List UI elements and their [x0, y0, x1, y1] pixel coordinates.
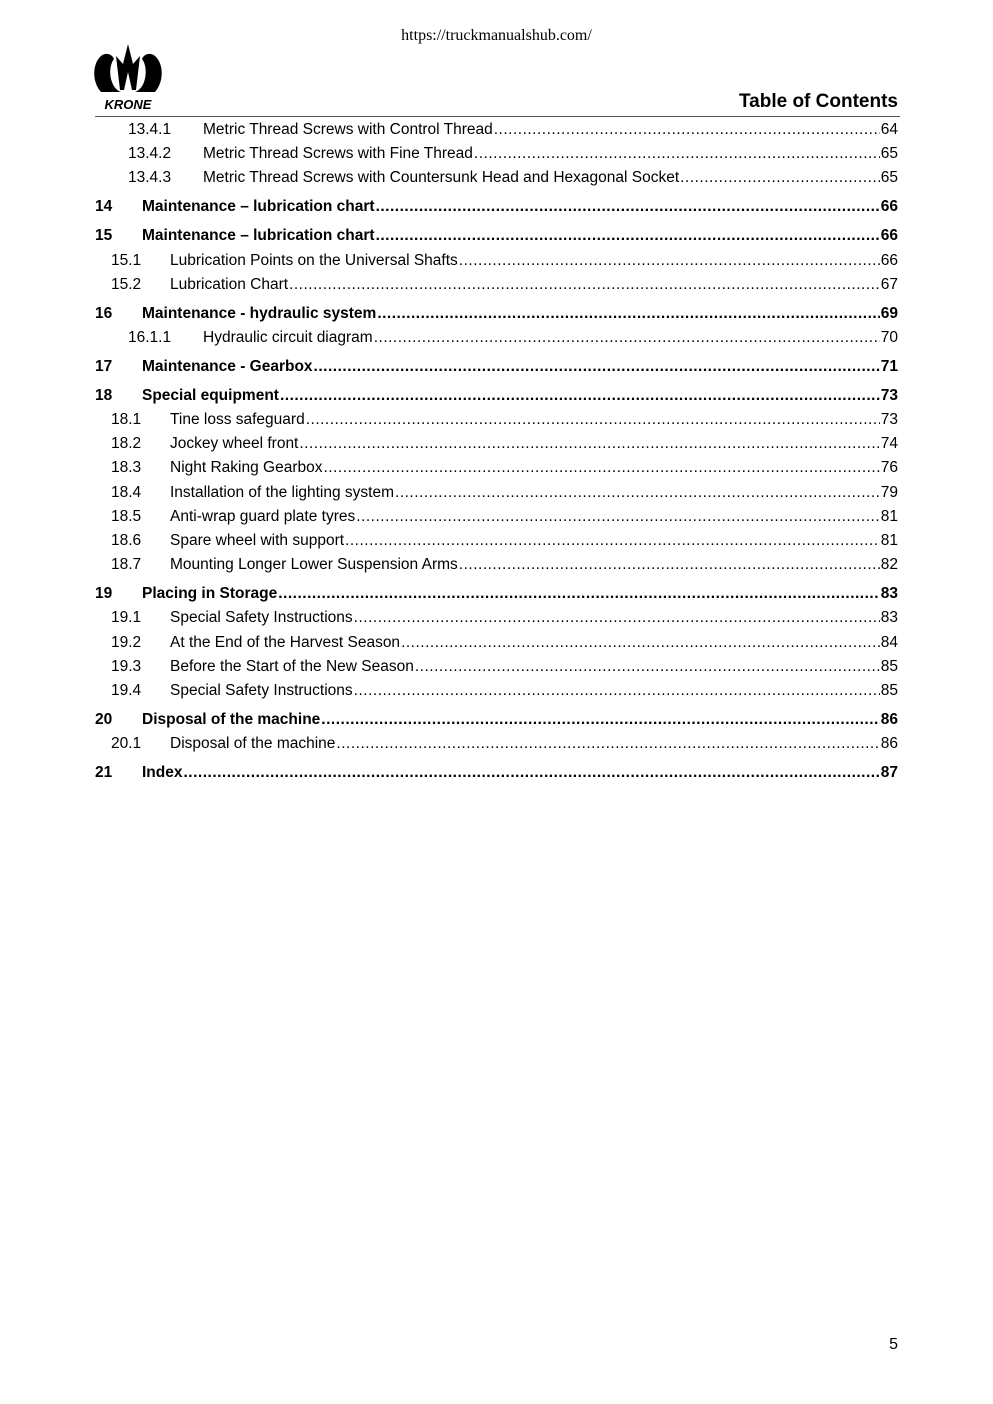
toc-entry[interactable]	[95, 481, 898, 505]
toc-dot-leader	[321, 708, 879, 732]
page-number: 5	[889, 1336, 898, 1353]
toc-dot-leader	[401, 631, 880, 655]
toc-entry-page: 83	[880, 609, 898, 627]
toc-entry-number: 18.6	[111, 531, 142, 549]
toc-entry[interactable]	[95, 195, 898, 219]
toc-entry[interactable]	[95, 142, 898, 166]
toc-dot-leader	[415, 655, 880, 679]
toc-dot-leader	[289, 273, 880, 297]
toc-entry-number: 13.4.2	[128, 145, 172, 163]
toc-entry[interactable]	[95, 408, 898, 432]
toc-dot-leader	[395, 481, 880, 505]
toc-entry-number: 19.1	[111, 609, 142, 627]
toc-entry-page: 82	[880, 556, 898, 574]
toc-entry-page: 74	[880, 435, 898, 453]
logo-text: KRONE	[104, 97, 152, 112]
toc-entry[interactable]	[95, 732, 898, 756]
toc-entry-title: Disposal of the machine	[170, 735, 336, 753]
toc-dot-leader	[374, 326, 880, 350]
toc-dot-leader	[376, 195, 880, 219]
toc-entry-page: 83	[880, 585, 898, 603]
toc-entry[interactable]	[95, 302, 898, 326]
toc-entry-page: 65	[880, 169, 898, 187]
toc-entry-title: Metric Thread Screws with Countersunk Head and Hexagonal Socket	[203, 169, 680, 187]
toc-entry-number: 18.7	[111, 556, 142, 574]
toc-entry-page: 86	[880, 710, 898, 728]
toc-entry-title: Metric Thread Screws with Fine Thread	[203, 145, 473, 163]
toc-entry-number: 19.4	[111, 681, 142, 699]
toc-entry-number: 13.4.3	[128, 169, 172, 187]
toc-dot-leader	[354, 679, 880, 703]
toc-entry[interactable]	[95, 384, 898, 408]
toc-entry-number: 16	[95, 304, 113, 322]
toc-entry-title: Lubrication Points on the Universal Shafts	[170, 251, 458, 269]
toc-dot-leader	[459, 553, 880, 577]
toc-entry-title: Special Safety Instructions	[170, 681, 353, 699]
toc-entry-number: 13.4.1	[128, 121, 172, 138]
toc-entry-number: 19.3	[111, 657, 142, 675]
toc-entry[interactable]	[95, 529, 898, 553]
toc-entry-number: 14	[95, 198, 113, 216]
toc-entry-title: Maintenance – lubrication chart	[142, 198, 375, 216]
toc-dot-leader	[474, 142, 880, 166]
toc-entry-page: 64	[880, 121, 898, 138]
toc-dot-leader	[377, 302, 879, 326]
toc-entry-page: 81	[880, 531, 898, 549]
toc-entry-number: 15.1	[111, 251, 142, 269]
toc-entry-title: Index	[142, 764, 183, 782]
toc-dot-leader	[356, 505, 880, 529]
toc-dot-leader	[494, 118, 880, 142]
toc-entry-page: 85	[880, 657, 898, 675]
toc-entry-page: 73	[880, 411, 898, 429]
toc-entry[interactable]	[95, 553, 898, 577]
toc-entry-title: Maintenance – lubrication chart	[142, 227, 375, 245]
toc-entry-page: 85	[880, 681, 898, 699]
toc-entry-number: 18.4	[111, 483, 142, 501]
toc-entry[interactable]	[95, 655, 898, 679]
toc-entry-title: Mounting Longer Lower Suspension Arms	[170, 556, 458, 574]
toc-entry-number: 18.1	[111, 411, 142, 429]
toc-entry-title: Night Raking Gearbox	[170, 459, 323, 477]
toc-entry-number: 19	[95, 585, 113, 603]
toc-entry[interactable]	[95, 432, 898, 456]
toc-dot-leader	[336, 732, 879, 756]
toc-entry-title: Maintenance - Gearbox	[142, 357, 313, 375]
toc-entry-page: 84	[880, 633, 898, 651]
toc-entry-title: Special equipment	[142, 386, 279, 404]
toc-entry[interactable]	[95, 679, 898, 703]
toc-dot-leader	[324, 456, 880, 480]
toc-entry[interactable]	[95, 355, 898, 379]
toc-entry[interactable]	[95, 505, 898, 529]
toc-entry[interactable]	[95, 631, 898, 655]
toc-entry-number: 20.1	[111, 735, 142, 753]
toc-entry-title: Installation of the lighting system	[170, 483, 395, 501]
toc-entry[interactable]	[95, 761, 898, 785]
header-divider	[95, 116, 900, 117]
toc-entry-page: 69	[880, 304, 898, 322]
toc-entry[interactable]	[95, 118, 898, 142]
toc-dot-leader	[299, 432, 879, 456]
toc-dot-leader	[354, 606, 880, 630]
toc-entry-page: 66	[880, 198, 898, 216]
toc-entry-number: 20	[95, 710, 113, 728]
table-of-contents	[95, 118, 898, 785]
toc-entry-page: 70	[880, 328, 898, 346]
toc-entry[interactable]	[95, 166, 898, 190]
toc-entry-title: Special Safety Instructions	[170, 609, 353, 627]
toc-entry-page: 76	[880, 459, 898, 477]
toc-dot-leader	[459, 249, 880, 273]
toc-dot-leader	[680, 166, 880, 190]
toc-entry-number: 21	[95, 764, 113, 782]
toc-entry-title: Placing in Storage	[142, 585, 278, 603]
toc-entry-title: Hydraulic circuit diagram	[203, 328, 373, 346]
toc-entry-number: 19.2	[111, 633, 142, 651]
toc-entry-page: 81	[880, 507, 898, 525]
toc-entry-title: Before the Start of the New Season	[170, 657, 414, 675]
toc-entry-title: At the End of the Harvest Season	[170, 633, 401, 651]
toc-dot-leader	[278, 582, 880, 606]
toc-dot-leader	[183, 761, 879, 785]
toc-entry-number: 18	[95, 386, 113, 404]
toc-entry-page: 66	[880, 227, 898, 245]
toc-entry-page: 86	[880, 735, 898, 753]
toc-entry-page: 71	[880, 357, 898, 375]
toc-entry[interactable]	[95, 326, 898, 350]
toc-entry-title: Disposal of the machine	[142, 710, 321, 728]
toc-dot-leader	[314, 355, 880, 379]
toc-entry-number: 18.3	[111, 459, 142, 477]
toc-entry-page: 73	[880, 386, 898, 404]
toc-entry-title: Jockey wheel front	[170, 435, 299, 453]
page-title: Table of Contents	[738, 91, 898, 112]
toc-dot-leader	[280, 384, 880, 408]
toc-entry-number: 17	[95, 357, 113, 375]
toc-entry-page: 67	[880, 275, 898, 293]
toc-dot-leader	[306, 408, 880, 432]
toc-entry-number: 18.2	[111, 435, 142, 453]
krone-logo	[92, 42, 164, 112]
toc-entry-page: 66	[880, 251, 898, 269]
toc-entry-title: Tine loss safeguard	[170, 411, 305, 429]
toc-entry-page: 65	[880, 145, 898, 163]
toc-entry[interactable]	[95, 224, 898, 248]
toc-dot-leader	[345, 529, 880, 553]
toc-entry[interactable]	[95, 606, 898, 630]
toc-entry-title: Spare wheel with support	[170, 531, 345, 549]
toc-entry-title: Lubrication Chart	[170, 275, 289, 293]
toc-entry[interactable]	[95, 249, 898, 273]
toc-entry-number: 15.2	[111, 275, 142, 293]
toc-entry-number: 18.5	[111, 507, 142, 525]
toc-entry[interactable]	[95, 456, 898, 480]
toc-entry-number: 16.1.1	[128, 328, 172, 346]
toc-entry[interactable]	[95, 708, 898, 732]
toc-entry-title: Anti-wrap guard plate tyres	[170, 507, 356, 525]
krone-crown-icon	[92, 42, 164, 112]
toc-entry-number: 15	[95, 227, 113, 245]
toc-entry[interactable]	[95, 273, 898, 297]
toc-dot-leader	[376, 224, 880, 248]
toc-entry-page: 79	[880, 483, 898, 501]
toc-entry-title: Maintenance - hydraulic system	[142, 304, 377, 322]
toc-entry[interactable]	[95, 582, 898, 606]
toc-entry-title: Metric Thread Screws with Control Thread	[203, 121, 493, 138]
toc-entry-page: 87	[880, 764, 898, 782]
source-url: https://truckmanualshub.com/	[401, 27, 592, 44]
